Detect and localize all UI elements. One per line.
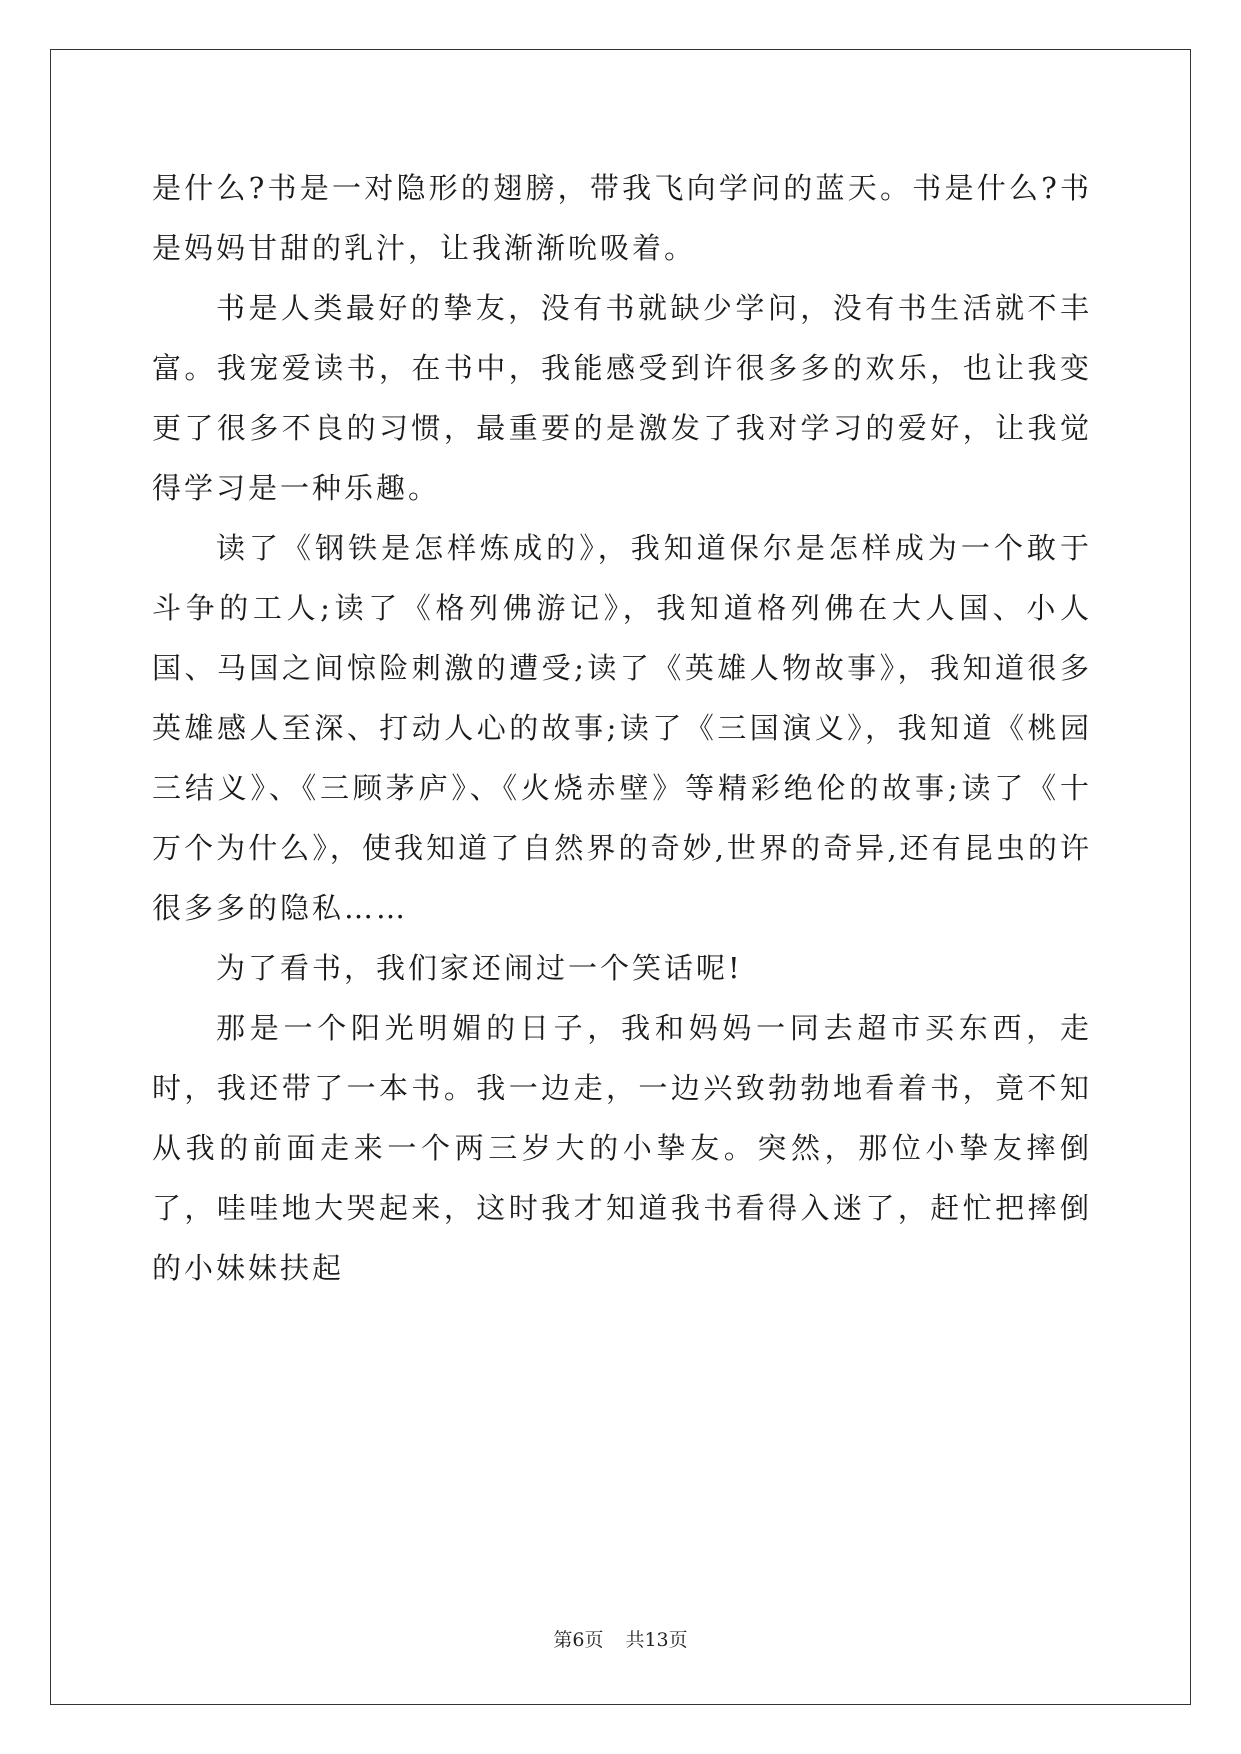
paragraph-4: 为了看书，我们家还闹过一个笑话呢! [216,951,743,985]
document-body [152,158,1092,1298]
paragraph-5: 那是一个阳光明媚的日子，我和妈妈一同去超市买东西，走时，我还带了一本书。我一边走，一边兴致勃勃地看着书，竟不知从我的前面走来一个两三岁大的小挚友。突然，那位小挚友摔倒了，哇哇地大哭起来，这时我才知道我书看得入迷了，赶忙把摔倒的小妹妹扶起 [152,1011,1092,1285]
paragraph-1: 是什么?书是一对隐形的翅膀，带我飞向学问的蓝天。书是什么?书是妈妈甘甜的乳汁，让我渐渐吮吸着。 [152,171,1092,265]
page-number-current: 第6页 [553,1629,604,1651]
page-footer [0,1628,1241,1652]
paragraph-2: 书是人类最好的挚友，没有书就缺少学问，没有书生活就不丰富。我宠爱读书，在书中，我能感受到许很多多的欢乐，也让我变更了很多不良的习惯，最重要的是激发了我对学习的爱好，让我觉得学习是一种乐趣。 [152,291,1092,505]
paragraph-3: 读了《钢铁是怎样炼成的》，我知道保尔是怎样成为一个敢于斗争的工人;读了《格列佛游记》，我知道格列佛在大人国、小人国、马国之间惊险刺激的遭受;读了《英雄人物故事》，我知道很多英雄感人至深、打动人心的故事;读了《三国演义》，我知道《桃园三结义》、《三顾茅庐》、《火烧赤壁》等精彩绝伦的故事;读了《十万个为什么》，使我知道了自然界的奇妙,世界的奇异,还有昆虫的许很多多的隐私…… [152,531,1092,925]
page-number-total: 共13页 [625,1629,688,1651]
